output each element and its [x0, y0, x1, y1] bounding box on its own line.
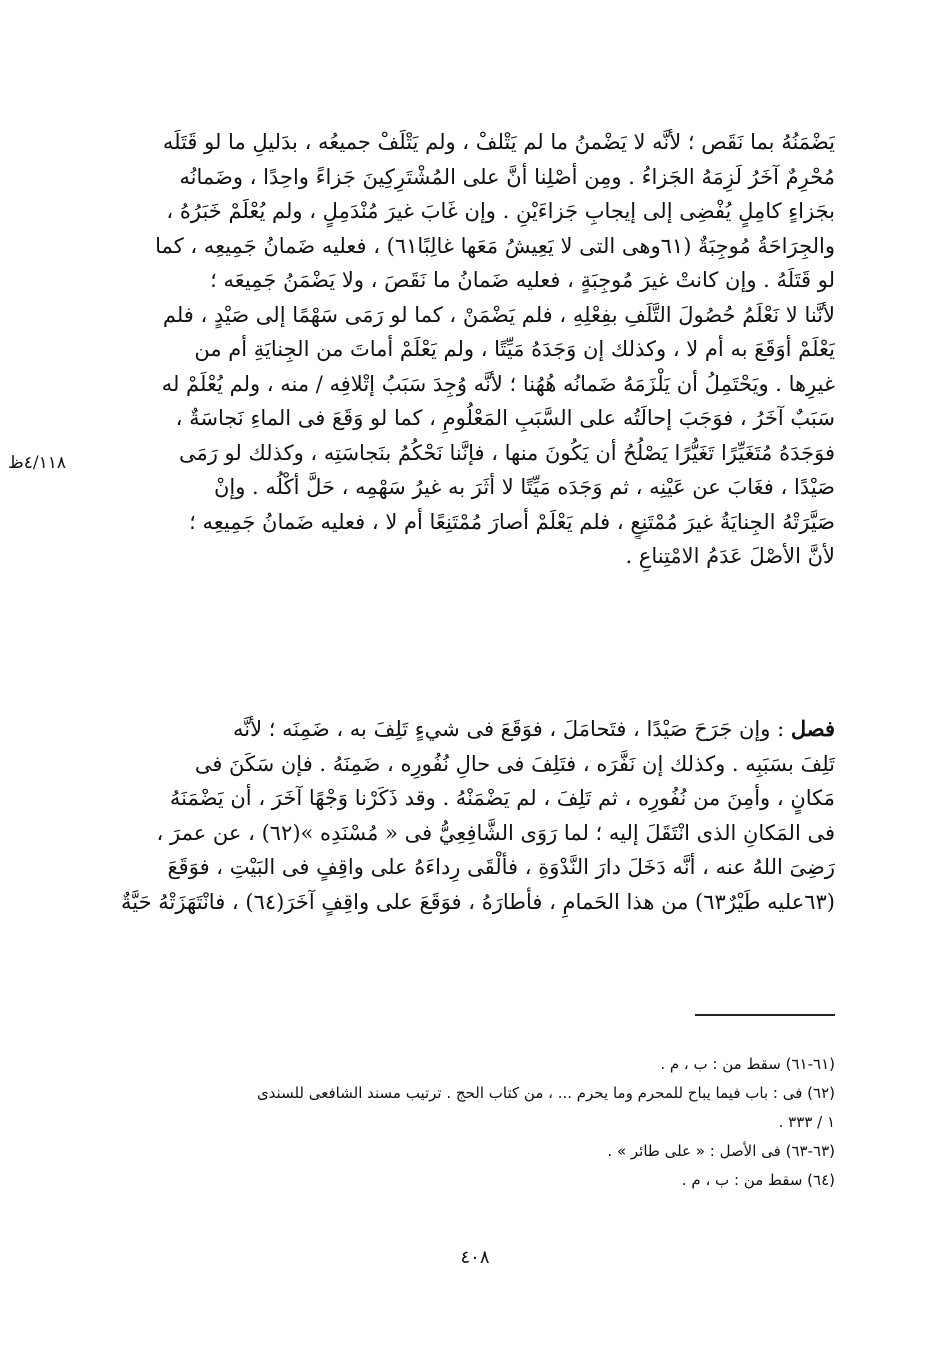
- text-line: صَيْدًا ، فغَابَ عن عَيْنِه ، ثم وَجَدَه مَيِّتًا لا أثَرَ به غيرُ سَهْمِه ، حَلَّ أكْلُه . وإنْ: [213, 475, 835, 499]
- text-line: يَضْمَنُهُ بما نَقَص ؛ لأنَّه لا يَضْمنُ ما لم يَتْلفْ ، ولم يَتْلَفْ جميعُه ، بدَليلِ ما لو قَتَلَه: [162, 130, 835, 154]
- text-line: لو قَتَلَهُ . وإن كانتْ غيرَ مُوجِبَةٍ ، فعليه ضَمانُ ما نَقَصَ ، ولا يَضْمَنُ جَمِيعَه ؛: [210, 268, 835, 292]
- footnote: (٦٤) سقط من : ب ، م .: [681, 1171, 835, 1189]
- text-line: تَلِفَ بسَبَبِه . وكذلك إن نَفَّرَه ، فتَلِفَ فى حالِ نُفُورِه ، ضَمِنَهُ . فإن سَكَنَ فى: [194, 751, 835, 776]
- text-line: سَبَبٌ آخَرُ ، فوَجَبَ إحالَتُه على السَّبَبِ المَعْلُومِ ، كما لو وَقَعَ فى الماءِ نَجاسَةٌ ،: [175, 406, 835, 430]
- page-number: ٤٠٨: [460, 1247, 490, 1268]
- text-line: غيرِها . ويَحْتَمِلُ أن يَلْزَمَهُ ضَمانُه هُهُنا ؛ لأنَّه وُجِدَ سَبَبُ إتْلافِه / منه ، ولم يُعْلَمْ له: [161, 371, 835, 396]
- text-line: صَيَّرَتْهُ الجِنايَةُ غيرَ مُمْتَنِعٍ ، فلم يَعْلَمْ أصارَ مُمْتَنِعًا أم لا ، فعليه ضَمانُ جَمِيعِه ؛: [189, 509, 835, 534]
- text-line: رَضِىَ اللهُ عنه ، أنَّه دَخَلَ دارَ النَّدْوَةِ ، فألْقَى رِداءَهُ على واقِفٍ فى البَيْتِ ، فوَقَعَ: [167, 855, 835, 879]
- text-line: مُحْرِمٌ آخَرُ لَزِمَهُ الجَزاءُ . ومِن أصْلِنا أنَّ على المُشْتَرِكِينَ جَزاءً واحِدًا ، وضَمانُه: [179, 164, 835, 189]
- text-line: فوَجَدَهُ مُتَغَيِّرًا تَغَيُّرًا يَصْلُحُ أن يَكُونَ منها ، فإنَّنا نَحْكُمُ بنَجاسَتِه ، وكذلك لو رَمَى: [178, 440, 835, 465]
- text-line: (٦٣عليه طَيْرٌ٦٣) من هذا الحَمامِ ، فأطارَهُ ، فوَقَعَ على واقِفٍ آخَرَ(٦٤) ، فانْتَهَزَتْهُ حَيَّةٌ: [121, 889, 835, 914]
- text-line: لأنَّنا لا نَعْلَمُ حُصُولَ التَّلَفِ بفِعْلِهِ ، فلم يَضْمَنْ ، كما لو رَمَى سَهْمًا إلى صَيْدٍ ، فلم: [162, 302, 835, 327]
- text-line: لأنَّ الأصْلَ عَدَمُ الامْتِناعِ .: [625, 544, 835, 568]
- footnote: ١ / ٣٣٣ .: [778, 1113, 835, 1131]
- section-paragraph: [120, 712, 835, 919]
- text-line: يَعْلَمْ أوَقَعَ به أم لا ، وكذلك إن وَجَدَهُ مَيِّتًا ، ولم يَعْلَمْ أماتَ من الجِنايَةِ أم من: [194, 337, 835, 361]
- section-first-line: [120, 712, 835, 747]
- section-first-line-text: : وإن جَرَحَ صَيْدًا ، فتَحامَلَ ، فوَقَعَ فى شيءٍ تَلِفَ به ، ضَمِنَه ؛ لأنَّه: [233, 717, 785, 741]
- footnote: (٦١-٦١) سقط من : ب ، م .: [660, 1055, 835, 1073]
- footnotes: [120, 1050, 835, 1195]
- main-paragraph: [120, 125, 835, 574]
- footnote-separator: [695, 1014, 835, 1016]
- section-heading: فصل: [790, 716, 835, 741]
- text-line: والجِرَاحَةُ مُوجِبَةٌ (٦١وهى التى لا يَعِيشُ مَعَها غالِبًا٦١) ، فعليه ضَمانُ جَمِيعِه ، كما: [155, 233, 835, 258]
- text-line: بجَزاءٍ كامِلٍ يُفْضِى إلى إيجابِ جَزاءَيْنِ . وإن غَابَ غيرَ مُنْدَمِلٍ ، ولم يُعْلَمْ خَبَرُهُ ،: [166, 199, 835, 223]
- footnote: (٦٢) فى : باب فيما يباح للمحرم وما يحرم ... ، من كتاب الحج . ترتيب مسند الشافعى للسندى: [256, 1084, 835, 1102]
- text-line: فى المَكانِ الذى انْتَقَلَ إليه ؛ لما رَوَى الشَّافِعِيُّ فى « مُسْنَدِه »(٦٢) ، عن عمرَ ،: [156, 820, 835, 845]
- footnote: (٦٣-٦٣) فى الأصل : « على طائر » .: [607, 1142, 835, 1160]
- text-line: مَكانٍ ، وأمِنَ من نُفُورِه ، ثم تَلِفَ ، لم يَضْمَنْهُ . وقد ذَكَرْنا وَجْهًا آخَرَ ، أن يَضْمَنَهُ: [169, 786, 835, 810]
- manuscript-folio-marker: ٤/١١٨ظ: [8, 453, 66, 473]
